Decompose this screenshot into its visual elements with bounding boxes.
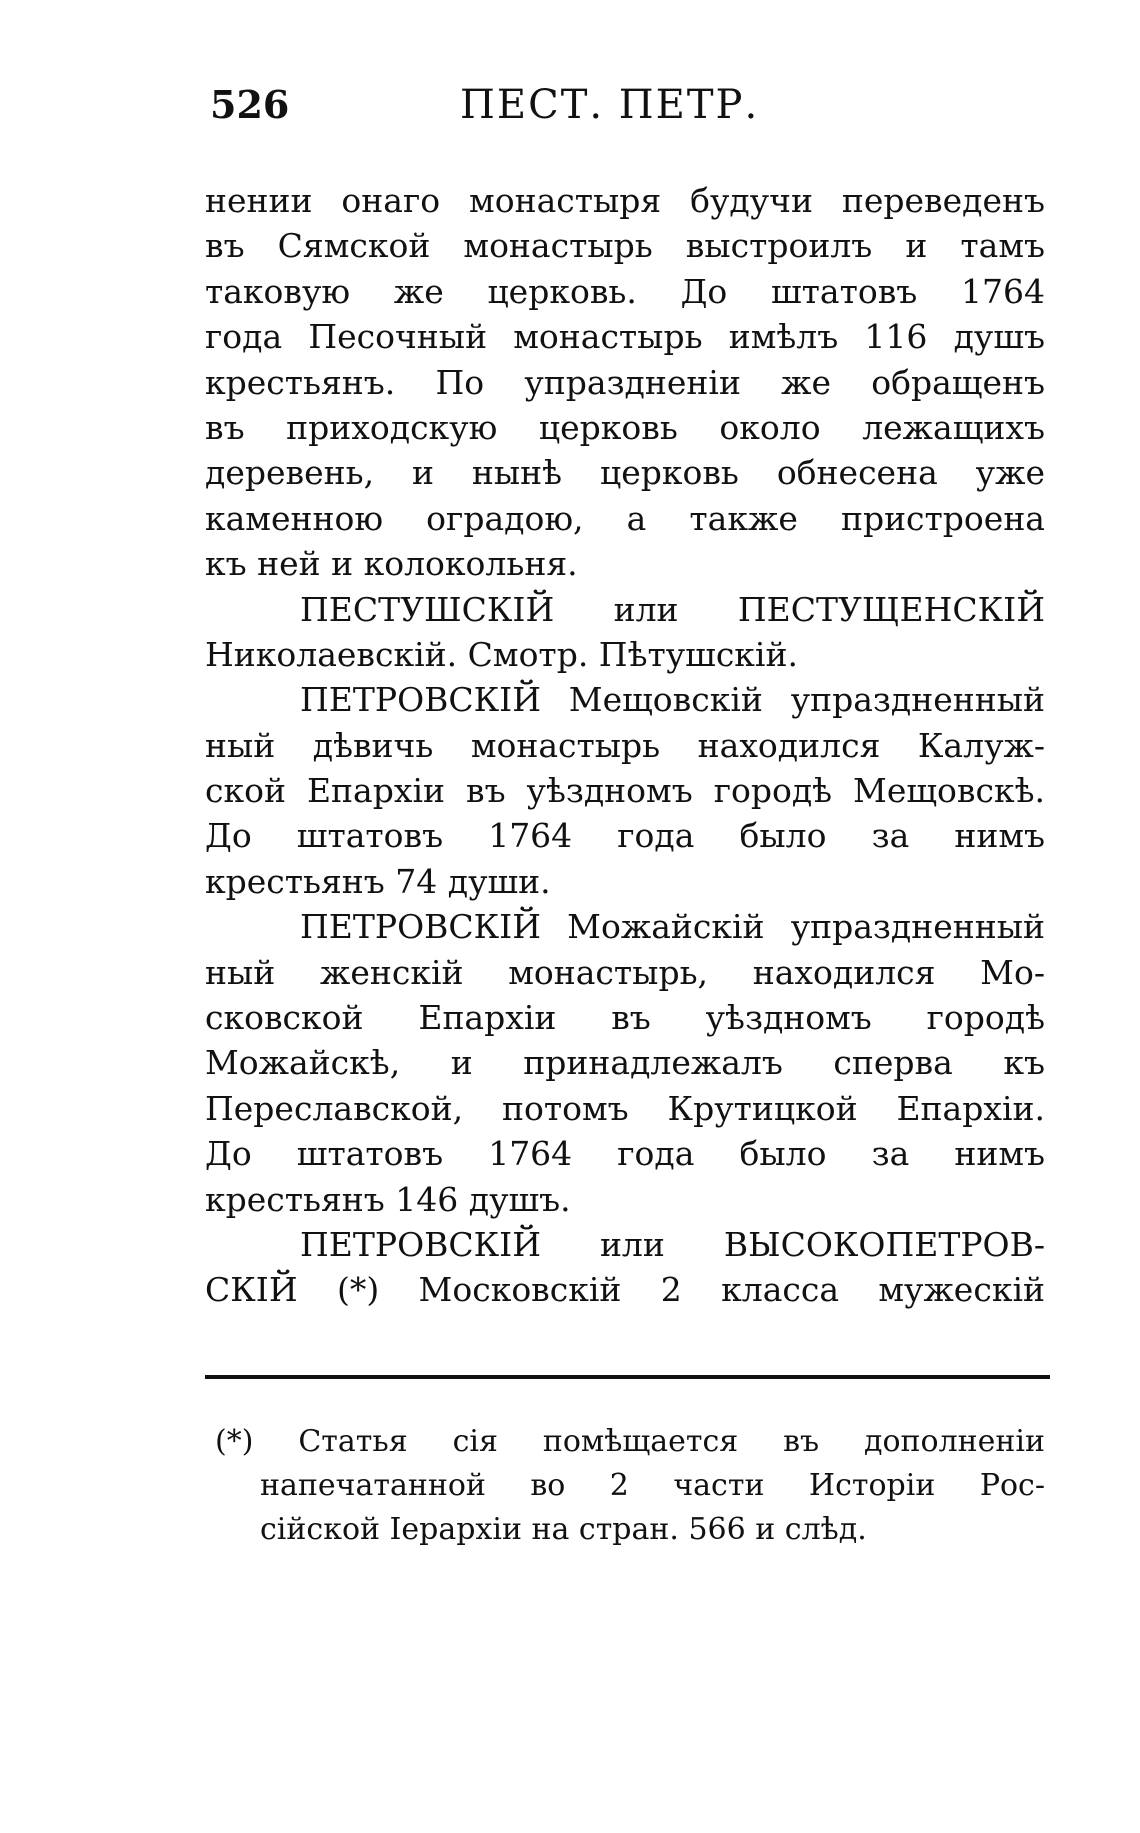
text-line: СКІЙ (*) Московскій 2 класса мужескій [205, 1270, 1045, 1310]
text-line: къ ней и колокольня. [205, 544, 578, 584]
entry-heading-line: ПЕТРОВСКІЙ или ВЫСОКОПЕТРОВ- [300, 1224, 1045, 1264]
entry-heading-line: ПЕСТУШСКІЙ или ПЕСТУЩЕНСКІЙ [300, 589, 1045, 629]
footnote-line: напечатанной во 2 части Исторіи Рос- [260, 1468, 1045, 1503]
text-line: каменною оградою, а также пристроена [205, 498, 1045, 538]
footnote-divider [205, 1375, 1050, 1379]
text-line: Николаевскій. Смотр. Пѣтушскій. [205, 634, 798, 674]
text-line: ской Епархіи въ уѣздномъ городѣ Мещовскѣ. [205, 771, 1045, 811]
running-title: ПЕСТ. ПЕТР. [460, 82, 760, 128]
footnote-line: (*) Статья сія помѣщается въ дополненіи [215, 1424, 1045, 1459]
text-line: Переславской, потомъ Крутицкой Епархіи. [205, 1088, 1045, 1128]
footnote [215, 1420, 1045, 1552]
text-line: деревень, и нынѣ церковь обнесена уже [205, 453, 1045, 493]
entry-heading-line: ПЕТРОВСКІЙ Можайскій упраздненный [300, 907, 1045, 947]
text-line: крестьянъ 74 души. [205, 861, 551, 901]
entry-heading-line: ПЕТРОВСКІЙ Мещовскій упраздненный [300, 680, 1045, 720]
footnote-line: сійской Іерархіи на стран. 566 и слѣд. [260, 1512, 867, 1547]
text-line: До штатовъ 1764 года было за нимъ [205, 1134, 1045, 1174]
text-line: крестьянъ. По упраздненіи же обращенъ [205, 362, 1045, 402]
body-text [205, 178, 1045, 1313]
text-line: года Песочный монастырь имѣлъ 116 душъ [205, 317, 1045, 357]
page-header [210, 82, 810, 142]
text-line: таковую же церковь. До штатовъ 1764 [205, 271, 1045, 311]
page-number: 526 [210, 82, 290, 127]
text-line: нении онаго монастыря будучи переведенъ [205, 181, 1045, 220]
text-line: До штатовъ 1764 года было за нимъ [205, 816, 1045, 856]
text-line: Можайскѣ, и принадлежалъ сперва къ [205, 1043, 1045, 1083]
text-line: ный женскій монастырь, находился Мо- [205, 952, 1045, 992]
text-line: въ Сямской монастырь выстроилъ и тамъ [205, 226, 1045, 266]
text-line: въ приходскую церковь около лежащихъ [205, 407, 1045, 447]
text-line: ный дѣвичь монастырь находился Калуж- [205, 725, 1045, 765]
text-line: сковской Епархіи въ уѣздномъ городѣ [205, 998, 1045, 1038]
text-line: крестьянъ 146 душъ. [205, 1179, 571, 1219]
